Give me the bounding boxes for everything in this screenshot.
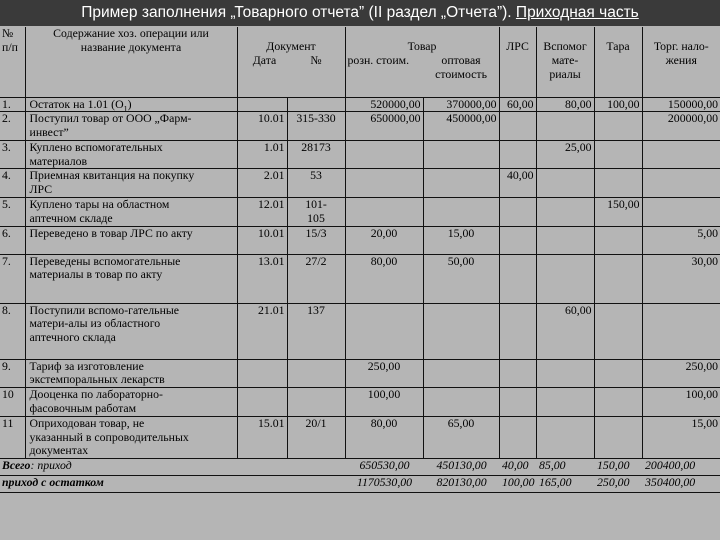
row-aux: 25,00 — [536, 140, 594, 169]
table-row — [0, 226, 720, 254]
row-lrs — [499, 303, 536, 359]
row-doc-number — [287, 388, 345, 417]
row-wholesale — [423, 303, 499, 359]
row-tara — [594, 140, 642, 169]
row-markup — [642, 198, 720, 227]
row-tara — [594, 112, 642, 141]
row-number: 7. — [0, 254, 25, 303]
row-description: Приемная квитанция на покупку ЛРС — [25, 169, 237, 198]
header-lrs: ЛРС — [499, 27, 536, 97]
row-date: 2.01 — [237, 169, 287, 198]
row-doc-number: 53 — [287, 169, 345, 198]
row-retail: 80,00 — [345, 416, 423, 458]
row-markup: 5,00 — [642, 226, 720, 254]
row-aux — [536, 359, 594, 388]
row-lrs: 40,00 — [499, 169, 536, 198]
total-aux: 85,00 — [536, 459, 594, 476]
row-number: 9. — [0, 359, 25, 388]
row-description: Поступили вспомо-гательные матери-алы из областного аптечного склада — [25, 303, 237, 359]
header-description: Содержание хоз. операции или название документа — [25, 27, 237, 97]
row-retail: 80,00 — [345, 254, 423, 303]
row-markup: 200000,00 — [642, 112, 720, 141]
row-wholesale — [423, 169, 499, 198]
row-markup: 30,00 — [642, 254, 720, 303]
row-date — [237, 388, 287, 417]
row-lrs — [499, 112, 536, 141]
header-document: Документ Дата № — [237, 27, 345, 97]
table-row — [0, 303, 720, 359]
row-number: 3. — [0, 140, 25, 169]
row-description: Поступил товар от ООО „Фарм- инвест” — [25, 112, 237, 141]
row-retail — [345, 169, 423, 198]
row-date — [237, 97, 287, 112]
row-number: 10 — [0, 388, 25, 417]
row-retail: 250,00 — [345, 359, 423, 388]
row-aux — [536, 112, 594, 141]
table-row — [0, 112, 720, 141]
row-tara: 150,00 — [594, 198, 642, 227]
row-lrs — [499, 198, 536, 227]
row-date: 1.01 — [237, 140, 287, 169]
row-aux: 80,00 — [536, 97, 594, 112]
row-lrs — [499, 254, 536, 303]
row-lrs — [499, 388, 536, 417]
row-number: 2. — [0, 112, 25, 141]
row-tara: 100,00 — [594, 97, 642, 112]
row-tara — [594, 416, 642, 458]
row-markup — [642, 169, 720, 198]
row-number: 1. — [0, 97, 25, 112]
row-markup: 250,00 — [642, 359, 720, 388]
row-lrs — [499, 359, 536, 388]
row-wholesale — [423, 388, 499, 417]
row-lrs — [499, 226, 536, 254]
row-markup — [642, 303, 720, 359]
row-doc-number: 20/1 — [287, 416, 345, 458]
row-description: Куплено вспомогательных материалов — [25, 140, 237, 169]
header-row — [0, 27, 720, 97]
row-description: Остаток на 1.01 $(О_1)$ — [25, 97, 237, 112]
row-number: 5. — [0, 198, 25, 227]
total-wholesale: 820130,00 — [423, 476, 499, 493]
row-wholesale: 65,00 — [423, 416, 499, 458]
row-wholesale: 50,00 — [423, 254, 499, 303]
row-description: Переведены вспомогательные материалы в товар по акту — [25, 254, 237, 303]
table-row — [0, 198, 720, 227]
row-date: 10.01 — [237, 226, 287, 254]
row-aux — [536, 198, 594, 227]
row-retail: 20,00 — [345, 226, 423, 254]
row-doc-number: 101- 105 — [287, 198, 345, 227]
row-description: Тариф за изготовление экстемпоральных лекарств — [25, 359, 237, 388]
row-number: 11 — [0, 416, 25, 458]
total-markup: 350400,00 — [642, 476, 720, 493]
total-aux: 165,00 — [536, 476, 594, 493]
row-description: Переведено в товар ЛРС по акту — [25, 226, 237, 254]
table-row — [0, 97, 720, 112]
row-tara — [594, 388, 642, 417]
row-aux — [536, 226, 594, 254]
row-markup: 15,00 — [642, 416, 720, 458]
row-doc-number: 137 — [287, 303, 345, 359]
row-lrs — [499, 416, 536, 458]
title-main: Пример заполнения „Товарного отчета” (II раздел „Отчета”). — [81, 4, 516, 21]
row-markup — [642, 140, 720, 169]
row-markup: 100,00 — [642, 388, 720, 417]
row-description: Дооценка по лабораторно- фасовочным работам — [25, 388, 237, 417]
row-wholesale — [423, 198, 499, 227]
row-tara — [594, 254, 642, 303]
header-markup: Торг. нало- жения — [642, 27, 720, 97]
row-retail: 520000,00 — [345, 97, 423, 112]
row-aux — [536, 169, 594, 198]
row-tara — [594, 303, 642, 359]
row-doc-number — [287, 359, 345, 388]
row-doc-number — [287, 97, 345, 112]
row-tara — [594, 226, 642, 254]
total-lrs: 100,00 — [499, 476, 536, 493]
row-lrs: 60,00 — [499, 97, 536, 112]
row-wholesale — [423, 140, 499, 169]
total-wholesale: 450130,00 — [423, 459, 499, 476]
row-wholesale: 450000,00 — [423, 112, 499, 141]
row-date: 21.01 — [237, 303, 287, 359]
totals-balance-row — [0, 476, 720, 493]
row-wholesale: 370000,00 — [423, 97, 499, 112]
row-tara — [594, 169, 642, 198]
row-retail: 100,00 — [345, 388, 423, 417]
title-link[interactable]: Приходная часть — [515, 4, 639, 21]
header-aux: Вспомог мате- риалы — [536, 27, 594, 97]
row-tara — [594, 359, 642, 388]
row-retail: 650000,00 — [345, 112, 423, 141]
row-date — [237, 359, 287, 388]
header-tara: Тара — [594, 27, 642, 97]
row-wholesale: 15,00 — [423, 226, 499, 254]
row-doc-number: 15/3 — [287, 226, 345, 254]
table-row — [0, 359, 720, 388]
row-date: 10.01 — [237, 112, 287, 141]
total-retail: 650530,00 — [345, 459, 423, 476]
totals-balance-label: приход с остатком — [0, 476, 345, 493]
row-number: 8. — [0, 303, 25, 359]
row-retail — [345, 140, 423, 169]
totals-income-row — [0, 459, 720, 476]
total-tara: 150,00 — [594, 459, 642, 476]
row-date: 15.01 — [237, 416, 287, 458]
row-date: 13.01 — [237, 254, 287, 303]
row-retail — [345, 198, 423, 227]
row-date: 12.01 — [237, 198, 287, 227]
table-row — [0, 169, 720, 198]
total-markup: 200400,00 — [642, 459, 720, 476]
total-retail: 1170530,00 — [345, 476, 423, 493]
page-title — [0, 0, 720, 26]
row-markup: 150000,00 — [642, 97, 720, 112]
header-goods: Товар розн. стоим. оптовая стоимость — [345, 27, 499, 97]
row-doc-number: 27/2 — [287, 254, 345, 303]
row-description: Оприходован товар, не указанный в сопроводительных документах — [25, 416, 237, 458]
row-doc-number: 28173 — [287, 140, 345, 169]
totals-income-label: Всего: приход — [0, 459, 345, 476]
row-lrs — [499, 140, 536, 169]
row-number: 4. — [0, 169, 25, 198]
goods-report-table — [0, 27, 720, 493]
table-row — [0, 140, 720, 169]
row-wholesale — [423, 359, 499, 388]
row-number: 6. — [0, 226, 25, 254]
row-doc-number: 315-330 — [287, 112, 345, 141]
row-description: Куплено тары на областном аптечном складе — [25, 198, 237, 227]
row-retail — [345, 303, 423, 359]
row-aux — [536, 254, 594, 303]
row-aux — [536, 416, 594, 458]
row-aux — [536, 388, 594, 417]
total-lrs: 40,00 — [499, 459, 536, 476]
total-tara: 250,00 — [594, 476, 642, 493]
table-row — [0, 416, 720, 458]
header-num: № п/п — [0, 27, 25, 97]
row-aux: 60,00 — [536, 303, 594, 359]
table-row — [0, 254, 720, 303]
table-row — [0, 388, 720, 417]
